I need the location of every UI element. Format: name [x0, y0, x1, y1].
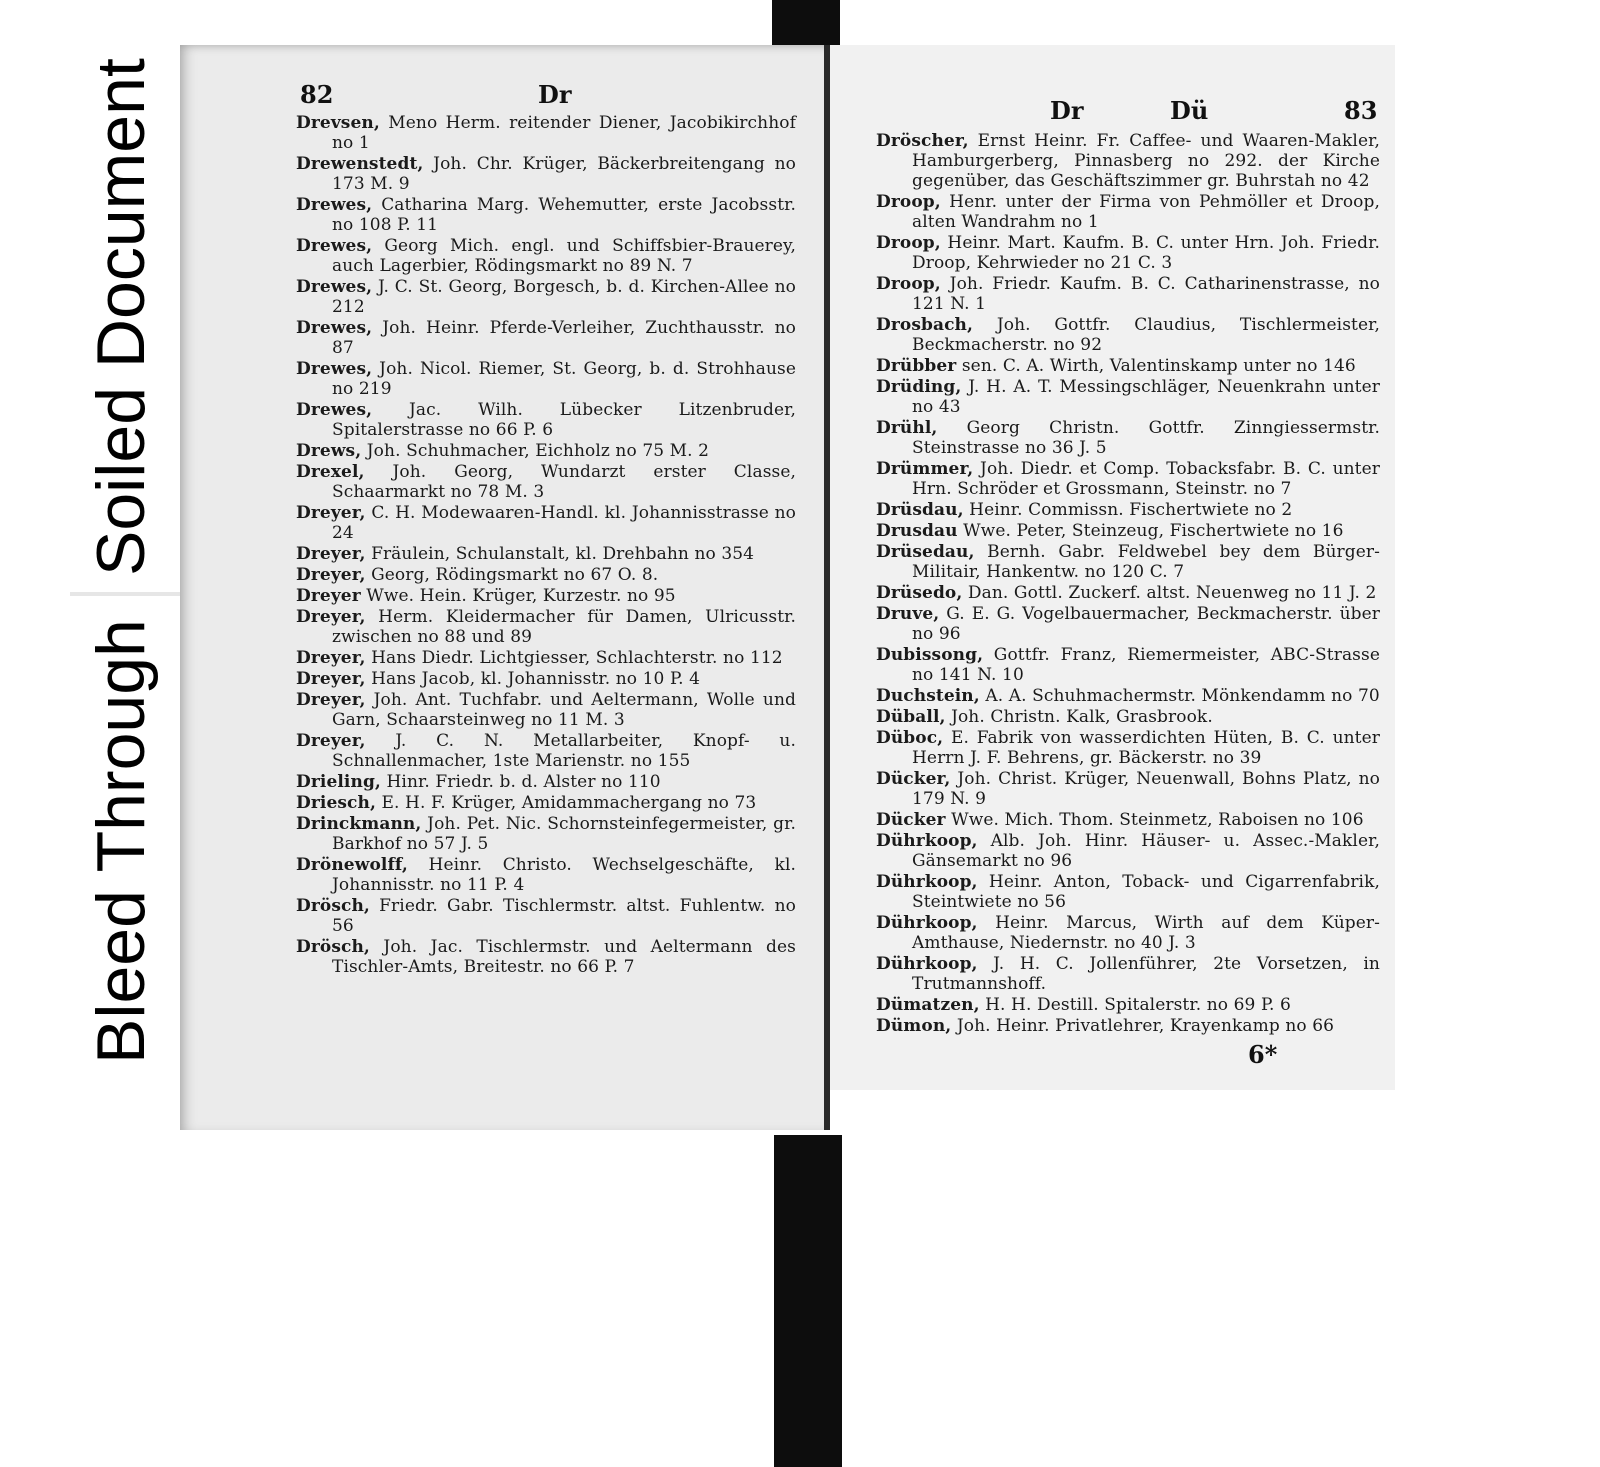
entry-name: Drewes,: [296, 400, 373, 420]
entry-name: Dümatzen,: [876, 995, 980, 1015]
directory-entry: [296, 277, 796, 317]
directory-entry: [296, 814, 796, 854]
directory-entry: [876, 728, 1380, 768]
entry-name: Droop,: [876, 233, 941, 253]
bleed-through-label: Bleed Through: [83, 619, 159, 1064]
entry-name: Dröscher,: [876, 131, 969, 151]
entry-text: Heinr. Christo. Wechselgeschäfte, kl. Johannisstr. no 11 P. 4: [332, 855, 796, 895]
directory-entry: [876, 192, 1380, 232]
entry-name: Drümmer,: [876, 459, 974, 479]
entry-name: Dührkoop,: [876, 954, 978, 974]
entry-name: Düboc,: [876, 728, 944, 748]
entry-text: Joh. Gottfr. Claudius, Tischlermeister, Beckmacherstr. no 92: [912, 315, 1380, 355]
directory-entry: [876, 377, 1380, 417]
soiled-document-label: Soiled Document: [83, 58, 159, 576]
entry-text: Heinr. Anton, Toback- und Cigarrenfabrik, Steintwiete no 56: [912, 872, 1380, 912]
entry-name: Dreyer,: [296, 731, 366, 751]
entry-text: Joh. Schuhmacher, Eichholz no 75 M. 2: [366, 441, 710, 461]
entry-text: Joh. Christ. Krüger, Neuenwall, Bohns Platz, no 179 N. 9: [912, 769, 1380, 809]
entry-name: Drosbach,: [876, 315, 974, 335]
entry-name: Drewes,: [296, 359, 373, 379]
entry-text: Joh. Heinr. Pferde-Verleiher, Zuchthausstr. no 87: [332, 318, 796, 358]
right-page-header-right: Dü: [1170, 96, 1209, 125]
entry-text: C. H. Modewaaren-Handl. kl. Johannisstrasse no 24: [332, 503, 796, 543]
entry-text: H. H. Destill. Spitalerstr. no 69 P. 6: [985, 995, 1291, 1015]
entry-name: Dücker: [876, 810, 946, 830]
directory-entry: [296, 503, 796, 543]
entry-name: Dührkoop,: [876, 913, 978, 933]
entry-name: Drewenstedt,: [296, 154, 424, 174]
directory-entry: [296, 793, 796, 813]
left-page-number: 82: [300, 80, 334, 109]
entry-text: sen. C. A. Wirth, Valentinskamp unter no 146: [961, 356, 1356, 376]
entry-text: J. C. St. Georg, Borgesch, b. d. Kirchen-Allee no 212: [332, 277, 796, 317]
directory-entry: [876, 521, 1380, 541]
entry-name: Druve,: [876, 604, 940, 624]
directory-entry: [876, 954, 1380, 994]
entry-text: Joh. Heinr. Privatlehrer, Krayenkamp no 66: [956, 1016, 1335, 1036]
entry-name: Driesch,: [296, 793, 376, 813]
entry-text: Catharina Marg. Wehemutter, erste Jacobsstr. no 108 P. 11: [332, 195, 796, 235]
directory-entry: [876, 995, 1380, 1015]
entry-text: Joh. Nicol. Riemer, St. Georg, b. d. Strohhause no 219: [332, 359, 796, 399]
directory-entry: [876, 810, 1380, 830]
directory-entry: [296, 731, 796, 771]
entry-name: Drösch,: [296, 937, 370, 957]
entry-name: Drusdau: [876, 521, 958, 541]
entry-name: Dubissong,: [876, 645, 984, 665]
entry-name: Drübber: [876, 356, 957, 376]
entry-name: Drösch,: [296, 896, 370, 916]
entry-text: Herm. Kleidermacher für Damen, Ulricusstr. zwischen no 88 und 89: [332, 607, 796, 647]
entry-text: Wwe. Peter, Steinzeug, Fischertwiete no 16: [963, 521, 1344, 541]
directory-entry: [876, 500, 1380, 520]
directory-entry: [296, 607, 796, 647]
entry-text: Joh. Ant. Tuchfabr. und Aeltermann, Wolle und Garn, Schaarsteinweg no 11 M. 3: [332, 690, 796, 730]
entry-name: Dreyer: [296, 586, 361, 606]
directory-entry: [296, 544, 796, 564]
entry-name: Dreyer,: [296, 503, 366, 523]
entry-text: Alb. Joh. Hinr. Häuser- u. Assec.-Makler, Gänsemarkt no 96: [912, 831, 1380, 871]
entry-text: A. A. Schuhmachermstr. Mönkendamm no 70: [985, 686, 1380, 706]
entry-text: Joh. Christn. Kalk, Grasbrook.: [951, 707, 1213, 727]
right-page-number: 83: [1344, 96, 1378, 125]
directory-entry: [876, 1016, 1380, 1036]
entry-text: Heinr. Mart. Kaufm. B. C. unter Hrn. Joh. Friedr. Droop, Kehrwieder no 21 C. 3: [912, 233, 1380, 273]
entry-text: Friedr. Gabr. Tischlermstr. altst. Fuhlentw. no 56: [332, 896, 796, 936]
entry-text: Joh. Chr. Krüger, Bäckerbreitengang no 173 M. 9: [332, 154, 796, 194]
entry-name: Dreyer,: [296, 607, 366, 627]
directory-entry: [296, 648, 796, 668]
label-divider: [70, 592, 182, 596]
directory-entry: [296, 318, 796, 358]
entry-text: Gottfr. Franz, Riemermeister, ABC-Strasse no 141 N. 10: [912, 645, 1380, 685]
directory-entry: [296, 855, 796, 895]
entry-text: Georg, Rödingsmarkt no 67 O. 8.: [371, 565, 659, 585]
entry-name: Dreyer,: [296, 648, 366, 668]
directory-entry: [876, 274, 1380, 314]
entry-name: Dreyer,: [296, 690, 366, 710]
directory-entry: [876, 233, 1380, 273]
entry-name: Droop,: [876, 274, 941, 294]
entry-text: Hinr. Friedr. b. d. Alster no 110: [386, 772, 661, 792]
entry-text: Fräulein, Schulanstalt, kl. Drehbahn no 354: [371, 544, 755, 564]
directory-entry: [876, 913, 1380, 953]
directory-entry: [296, 669, 796, 689]
left-page-entries: [296, 113, 796, 978]
entry-text: J. C. N. Metallarbeiter, Knopf- u. Schnallenmacher, 1ste Marienstr. no 155: [332, 731, 796, 771]
directory-entry: [876, 356, 1380, 376]
entry-name: Dührkoop,: [876, 831, 978, 851]
entry-text: Jac. Wilh. Lübecker Litzenbruder, Spitalerstrasse no 66 P. 6: [332, 400, 796, 440]
directory-entry: [876, 604, 1380, 644]
directory-entry: [876, 686, 1380, 706]
directory-entry: [876, 769, 1380, 809]
entry-name: Dreyer,: [296, 565, 366, 585]
entry-name: Dührkoop,: [876, 872, 978, 892]
directory-entry: [296, 937, 796, 977]
entry-text: Dan. Gottl. Zuckerf. altst. Neuenweg no 11 J. 2: [967, 583, 1377, 603]
directory-entry: [876, 645, 1380, 685]
directory-entry: [876, 315, 1380, 355]
directory-entry: [876, 831, 1380, 871]
entry-text: Bernh. Gabr. Feldwebel bey dem Bürger-Militair, Hankentw. no 120 C. 7: [912, 542, 1380, 582]
entry-name: Drexel,: [296, 462, 365, 482]
entry-text: Meno Herm. reitender Diener, Jacobikirchhof no 1: [332, 113, 796, 153]
book-gutter: [824, 45, 830, 1130]
entry-name: Drüsedo,: [876, 583, 963, 603]
entry-name: Düball,: [876, 707, 946, 727]
right-page-entries: [876, 131, 1380, 1037]
entry-name: Drieling,: [296, 772, 381, 792]
entry-text: Joh. Diedr. et Comp. Tobacksfabr. B. C. unter Hrn. Schröder et Grossmann, Steinstr. no 7: [912, 459, 1380, 499]
directory-entry: [876, 459, 1380, 499]
entry-text: Georg Mich. engl. und Schiffsbier-Brauerey, auch Lagerbier, Rödingsmarkt no 89 N. 7: [332, 236, 796, 276]
entry-name: Drews,: [296, 441, 362, 461]
directory-entry: [876, 583, 1380, 603]
entry-name: Drewes,: [296, 277, 373, 297]
entry-text: Hans Jacob, kl. Johannisstr. no 10 P. 4: [371, 669, 700, 689]
directory-entry: [296, 772, 796, 792]
entry-name: Drühl,: [876, 418, 938, 438]
entry-name: Drüding,: [876, 377, 962, 397]
directory-entry: [876, 872, 1380, 912]
directory-entry: [876, 418, 1380, 458]
directory-entry: [876, 542, 1380, 582]
entry-text: Joh. Friedr. Kaufm. B. C. Catharinenstrasse, no 121 N. 1: [912, 274, 1380, 314]
directory-entry: [296, 690, 796, 730]
entry-text: Hans Diedr. Lichtgiesser, Schlachterstr. no 112: [371, 648, 783, 668]
entry-text: Henr. unter der Firma von Pehmöller et Droop, alten Wandrahm no 1: [912, 192, 1380, 232]
entry-name: Drönewolff,: [296, 855, 408, 875]
entry-name: Drevsen,: [296, 113, 380, 133]
directory-entry: [296, 236, 796, 276]
directory-entry: [296, 462, 796, 502]
entry-text: G. E. G. Vogelbauermacher, Beckmacherstr. über no 96: [912, 604, 1380, 644]
directory-entry: [296, 195, 796, 235]
entry-name: Drewes,: [296, 318, 373, 338]
entry-text: Ernst Heinr. Fr. Caffee- und Waaren-Makler, Hamburgerberg, Pinnasberg no 292. der Kirche gegenüber, das Geschäftszimmer gr. Buhrstah no 42: [912, 131, 1380, 191]
entry-name: Drewes,: [296, 195, 373, 215]
directory-entry: [296, 896, 796, 936]
entry-text: E. Fabrik von wasserdichten Hüten, B. C. unter Herrn J. F. Behrens, gr. Bäckerstr. no 39: [912, 728, 1380, 768]
entry-name: Drinckmann,: [296, 814, 422, 834]
directory-entry: [296, 565, 796, 585]
entry-text: Wwe. Hein. Krüger, Kurzestr. no 95: [366, 586, 676, 606]
directory-entry: [296, 441, 796, 461]
entry-text: Joh. Jac. Tischlermstr. und Aeltermann des Tischler-Amts, Breitestr. no 66 P. 7: [332, 937, 796, 977]
directory-entry: [296, 359, 796, 399]
entry-name: Drewes,: [296, 236, 373, 256]
scanner-clip-top: [772, 0, 840, 46]
entry-text: Georg Christn. Gottfr. Zinngiessermstr. Steinstrasse no 36 J. 5: [912, 418, 1380, 458]
signature-mark: 6*: [1248, 1040, 1278, 1069]
entry-name: Dücker,: [876, 769, 951, 789]
entry-name: Dümon,: [876, 1016, 952, 1036]
entry-name: Duchstein,: [876, 686, 980, 706]
entry-text: Wwe. Mich. Thom. Steinmetz, Raboisen no 106: [951, 810, 1364, 830]
entry-name: Dreyer,: [296, 669, 366, 689]
scanner-clip-bottom: [774, 1135, 842, 1467]
entry-text: J. H. C. Jollenführer, 2te Vorsetzen, in Trutmannshoff.: [912, 954, 1380, 994]
entry-text: Joh. Georg, Wundarzt erster Classe, Schaarmarkt no 78 M. 3: [332, 462, 797, 502]
directory-entry: [876, 707, 1380, 727]
directory-entry: [296, 400, 796, 440]
directory-entry: [876, 131, 1380, 191]
entry-text: E. H. F. Krüger, Amidammachergang no 73: [381, 793, 757, 813]
entry-text: Heinr. Commissn. Fischertwiete no 2: [969, 500, 1293, 520]
directory-entry: [296, 586, 796, 606]
entry-text: J. H. A. T. Messingschläger, Neuenkrahn unter no 43: [912, 377, 1380, 417]
entry-name: Drüsdau,: [876, 500, 964, 520]
entry-name: Drüsedau,: [876, 542, 975, 562]
entry-text: Heinr. Marcus, Wirth auf dem Küper-Amthause, Niedernstr. no 40 J. 3: [912, 913, 1380, 953]
left-page-header: Dr: [538, 80, 572, 109]
entry-name: Dreyer,: [296, 544, 366, 564]
right-page-header-left: Dr: [1050, 96, 1084, 125]
directory-entry: [296, 113, 796, 153]
entry-text: Joh. Pet. Nic. Schornsteinfegermeister, gr. Barkhof no 57 J. 5: [332, 814, 796, 854]
entry-name: Droop,: [876, 192, 941, 212]
directory-entry: [296, 154, 796, 194]
